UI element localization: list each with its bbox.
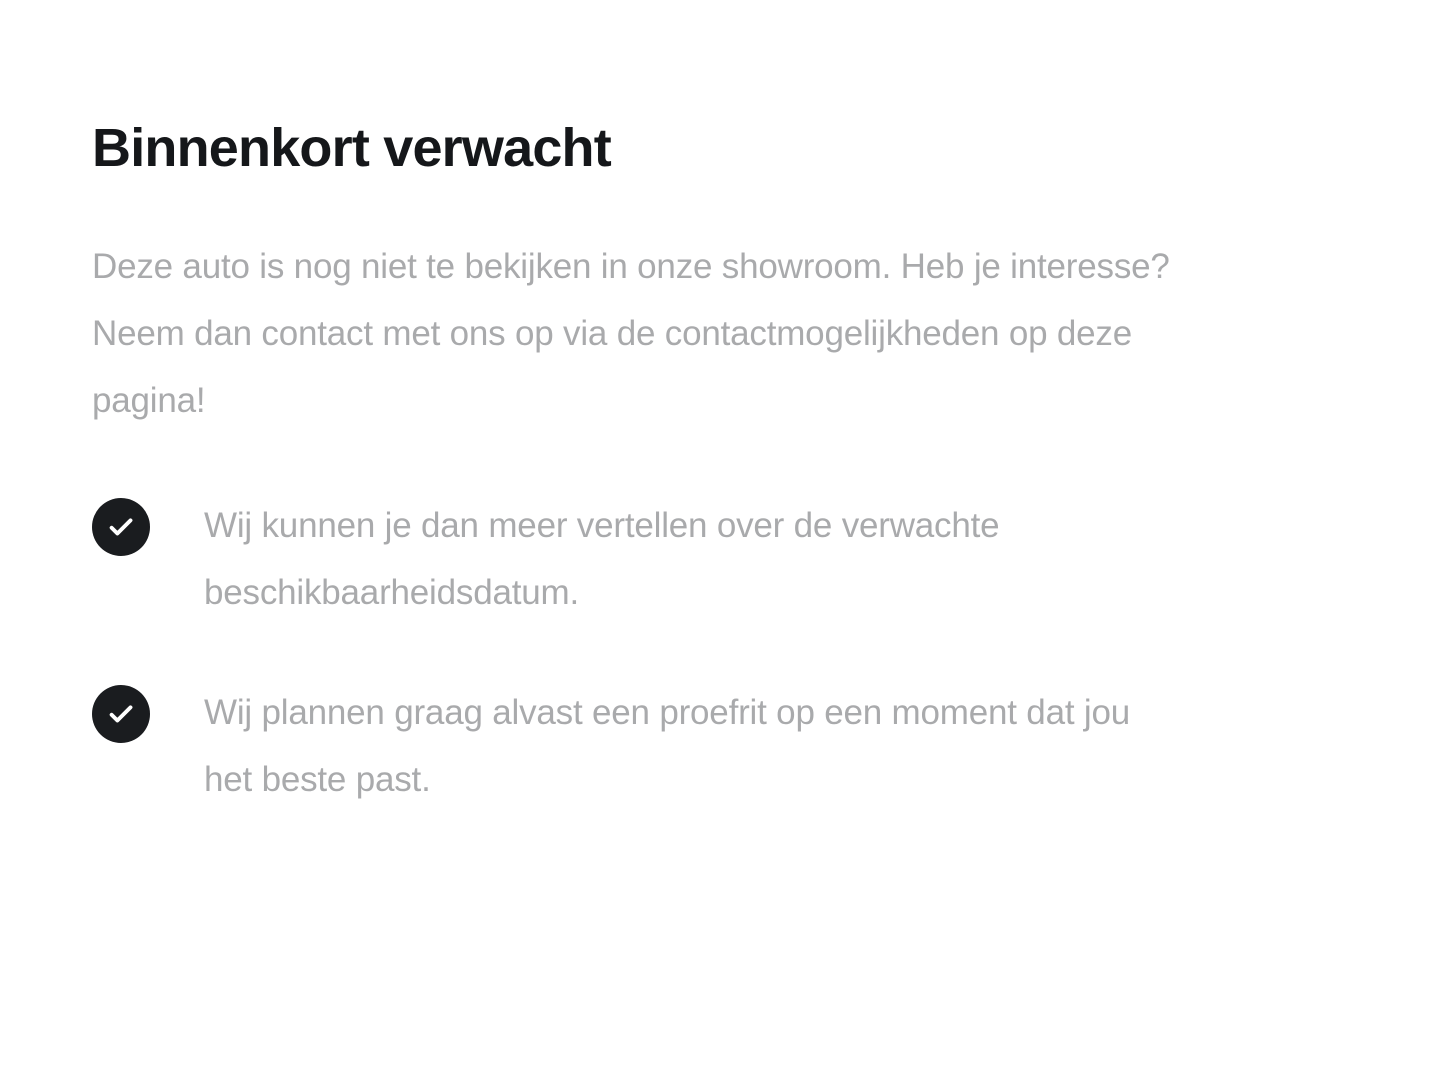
list-item: [92, 492, 1350, 626]
check-circle-icon: [92, 498, 150, 556]
check-circle-icon: [92, 685, 150, 743]
benefit-list: [92, 492, 1350, 813]
intro-paragraph: Deze auto is nog niet te bekijken in onze showroom. Heb je interesse? Neem dan contact met ons op via de contactmogelijkheden op deze pagina!: [92, 246, 1170, 421]
benefit-label: Wij plannen graag alvast een proefrit op een moment dat jou het beste past.: [204, 692, 1130, 799]
benefit-label: Wij kunnen je dan meer vertellen over de verwachte beschikbaarheidsdatum.: [204, 506, 1000, 613]
page-title: Binnenkort verwacht: [92, 118, 611, 178]
list-item: [92, 679, 1350, 813]
